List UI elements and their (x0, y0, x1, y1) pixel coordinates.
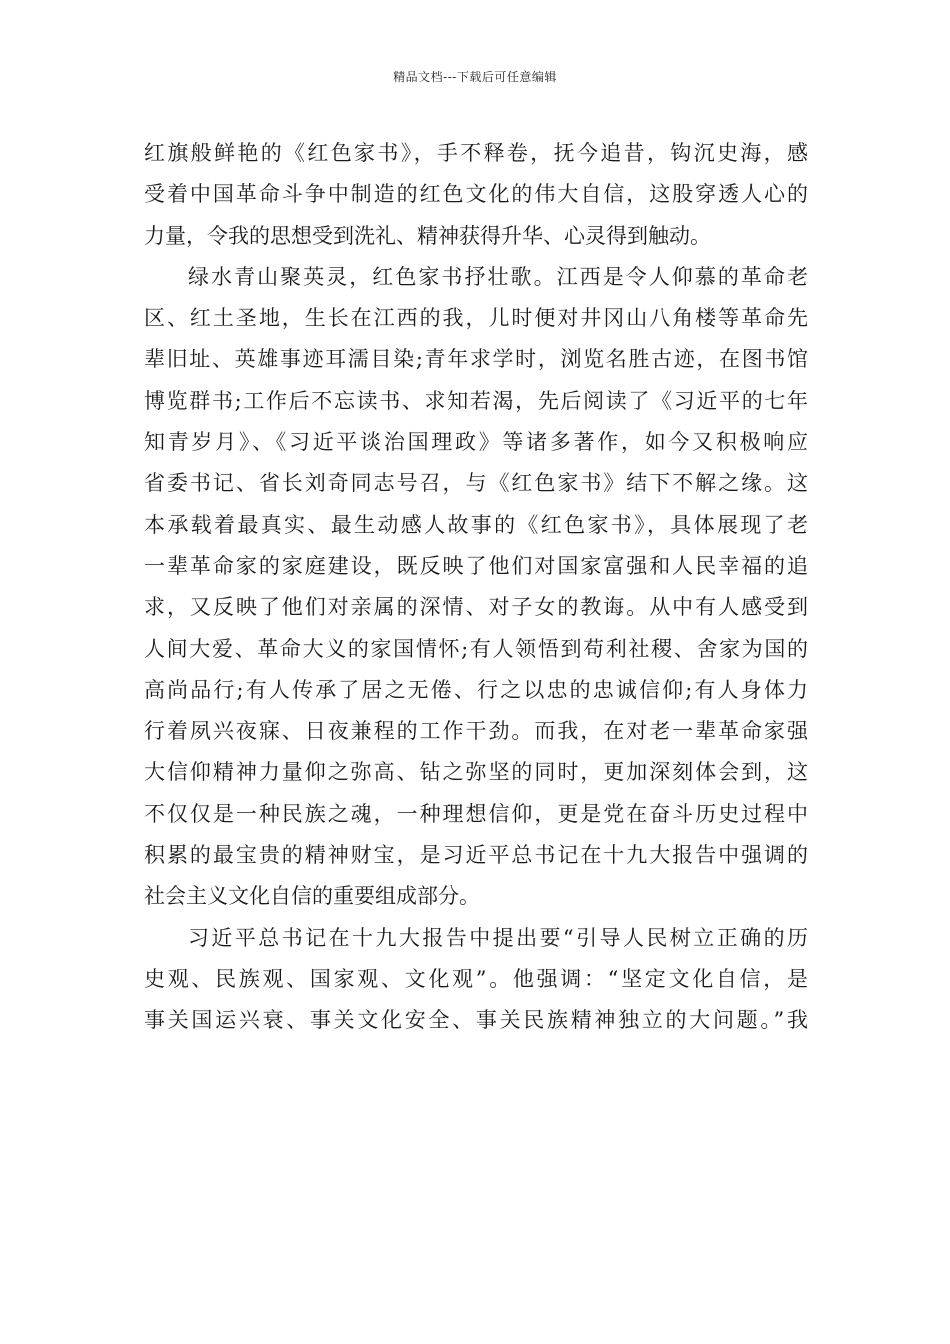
text-line: 本承载着最真实、最生动感人故事的《红色家书》，具体展现了老 (144, 512, 808, 537)
text-line: 红旗般鲜艳的《红色家书》，手不释卷，抚今追昔，钩沉史海，感 (144, 141, 808, 165)
text-line: 史观、民族观、国家观、文化观”。他强调：“坚定文化自信，是 (144, 966, 808, 991)
text-line: 力量，令我的思想受到洗礼、精神获得升华、心灵得到触动。 (144, 223, 711, 248)
text-line: 绿水青山聚英灵，红色家书抒壮歌。江西是令人仰慕的革命老 (188, 264, 808, 289)
text-line: 高尚品行;有人传承了居之无倦、行之以忠的忠诚信仰;有人身体力 (144, 677, 808, 702)
text-line: 省委书记、省长刘奇同志号召，与《红色家书》结下不解之缘。这 (144, 471, 808, 496)
text-line: 行着夙兴夜寐、日夜兼程的工作干劲。而我，在对老一辈革命家强 (144, 719, 808, 744)
text-line: 事关国运兴衰、事关文化安全、事关民族精神独立的大问题。”我 (144, 1008, 808, 1033)
text-line: 不仅仅是一种民族之魂，一种理想信仰，更是党在奋斗历史过程中 (144, 801, 808, 826)
text-line: 积累的最宝贵的精神财宝，是习近平总书记在十九大报告中强调的 (144, 843, 808, 868)
text-line: 大信仰精神力量仰之弥高、钻之弥坚的同时，更加深刻体会到，这 (144, 760, 808, 785)
text-line: 求，又反映了他们对亲属的深情、对子女的教诲。从中有人感受到 (144, 595, 808, 620)
document-body (144, 133, 808, 1042)
page-header: 精品文档---下载后可任意编辑 (393, 70, 557, 84)
text-line: 社会主义文化自信的重要组成部分。 (144, 884, 480, 909)
text-line: 知青岁月》、《习近平谈治国理政》等诸多著作，如今又积极响应 (144, 430, 808, 455)
text-line: 区、红土圣地，生长在江西的我，儿时便对井冈山八角楼等革命先 (144, 306, 808, 331)
text-line: 习近平总书记在十九大报告中提出要“引导人民树立正确的历 (188, 925, 808, 950)
text-line: 受着中国革命斗争中制造的红色文化的伟大自信，这股穿透人心的 (144, 182, 808, 207)
text-line: 博览群书;工作后不忘读书、求知若渴，先后阅读了《习近平的七年 (144, 388, 808, 413)
text-line: 人间大爱、革命大义的家国情怀;有人领悟到苟利社稷、舍家为国的 (144, 636, 808, 661)
text-line: 辈旧址、英雄事迹耳濡目染;青年求学时，浏览名胜古迹，在图书馆 (144, 347, 808, 372)
text-line: 一辈革命家的家庭建设，既反映了他们对国家富强和人民幸福的追 (144, 553, 808, 578)
